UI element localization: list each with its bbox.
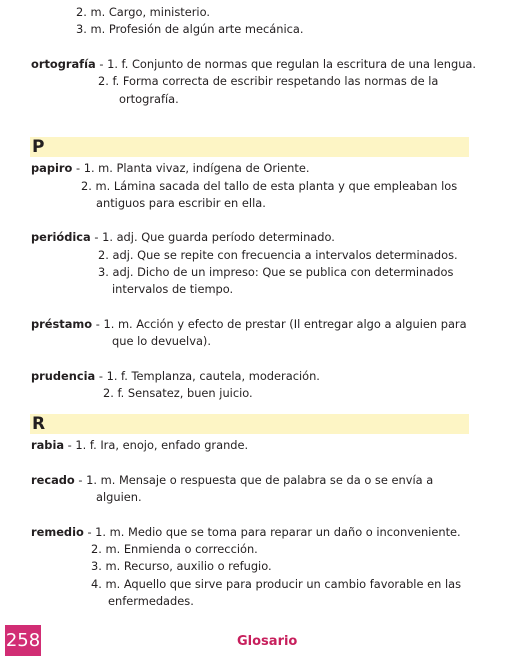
definition-line: - 1. f. Conjunto de normas que regulan la escritura de una lengua. (95, 57, 477, 71)
definition-line: - 1. m. Medio que se toma para reparar un daño o inconveniente. (83, 525, 461, 539)
section-letter: P (32, 137, 45, 157)
entry-prestamo (31, 317, 467, 331)
entry-remedio (31, 525, 461, 539)
entry-term: ortografía (31, 57, 96, 71)
definition-line: que lo devuelva). (112, 334, 211, 348)
footer-title: Glosario (237, 634, 298, 649)
definition-line: 3. m. Recurso, auxilio o refugio. (91, 559, 272, 573)
entry-rabia (31, 438, 248, 452)
definition-line: antiguos para escribir en ella. (96, 196, 266, 210)
definition-line: intervalos de tiempo. (112, 282, 234, 296)
entry-ortografia (31, 57, 476, 71)
definition-line: ortografía. (119, 92, 179, 106)
definition-line: 2. m. Enmienda o corrección. (91, 542, 258, 556)
definition-line: enfermedades. (108, 594, 194, 608)
entry-term: remedio (31, 525, 84, 539)
entry-periodica (31, 230, 335, 244)
definition-line: alguien. (96, 490, 142, 504)
definition-line: 2. m. Lámina sacada del tallo de esta planta y que empleaban los (81, 179, 458, 193)
entry-term: rabia (31, 438, 65, 452)
section-header-r (30, 414, 469, 434)
section-letter: R (32, 414, 46, 434)
definition-line: 2. adj. Que se repite con frecuencia a intervalos determinados. (98, 248, 458, 262)
definition-line: 2. f. Forma correcta de escribir respetando las normas de la (98, 74, 439, 88)
definition-line: - 1. m. Acción y efecto de prestar (Il entregar algo a alguien para (92, 317, 467, 331)
entry-term: recado (31, 473, 75, 487)
definition-line: - 1. f. Templanza, cautela, moderación. (95, 369, 320, 383)
section-header-p (30, 137, 469, 157)
definition-line: 4. m. Aquello que sirve para producir un cambio favorable en las (91, 577, 462, 591)
entry-term: periódica (31, 230, 91, 244)
entry-term: papiro (31, 161, 73, 175)
definition-line: - 1. m. Planta vivaz, indígena de Oriente. (72, 161, 310, 175)
definition-line: - 1. f. Ira, enojo, enfado grande. (64, 438, 249, 452)
definition-line: 3. m. Profesión de algún arte mecánica. (76, 22, 304, 36)
definition-line: 2. f. Sensatez, buen juicio. (103, 386, 253, 400)
entry-term: préstamo (31, 317, 93, 331)
definition-line: 3. adj. Dicho de un impreso: Que se publica con determinados (98, 265, 454, 279)
page-number: 258 (5, 625, 41, 656)
definition-line: - 1. adj. Que guarda período determinado. (90, 230, 335, 244)
definition-line: 2. m. Cargo, ministerio. (76, 5, 210, 19)
entry-prudencia (31, 369, 320, 383)
entry-papiro (31, 161, 310, 175)
entry-recado (31, 473, 433, 487)
definition-line: - 1. m. Mensaje o respuesta que de palabra se da o se envía a (74, 473, 434, 487)
entry-term: prudencia (31, 369, 96, 383)
